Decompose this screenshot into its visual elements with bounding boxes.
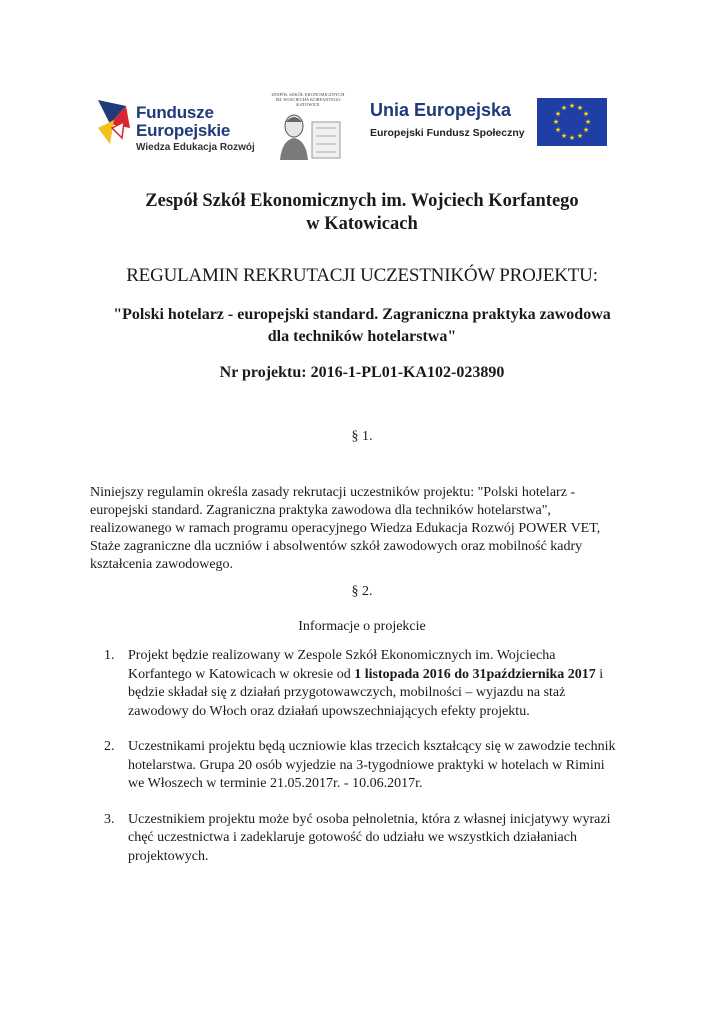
section1-line: realizowanego w ramach programu operacyjnego Wiedza Edukacja Rozwój POWER VET, xyxy=(90,521,601,536)
section1-line: Niniejszy regulamin określa zasady rekrutacji uczestników projektu: "Polski hotelarz - xyxy=(90,485,576,500)
project-name xyxy=(60,304,664,348)
section1-line: Staże zagraniczne dla uczniów i absolwentów szkół zawodowych oraz mobilność kadry xyxy=(90,539,583,554)
list-item xyxy=(104,738,644,794)
list-item-line: we Włoszech w terminie 21.05.2017r. - 10.06.2017r. xyxy=(128,776,423,791)
list-item-line: chęć uczestnictwa i zadeklaruje gotowość do udziału we wszystkich działaniach xyxy=(128,830,577,845)
svg-text:★: ★ xyxy=(560,104,568,112)
school-logo-caption: ZESPÓŁ SZKÓŁ EKONOMICZNYCH IM. WOJCIECHA KORFANTEGO KATOWICE xyxy=(271,92,345,107)
regulation-heading: REGULAMIN REKRUTACJI UCZESTNIKÓW PROJEKTU: xyxy=(126,265,598,286)
fe-logo-line3: Wiedza Edukacja Rozwój xyxy=(136,142,255,153)
list-item-text: Korfantego w Katowicach w okresie od xyxy=(128,666,355,682)
fe-logo-line1: Fundusze xyxy=(136,103,214,122)
school-logo xyxy=(268,92,348,164)
list-item xyxy=(104,811,644,867)
project-name-line2: dla techników hotelarstwa" xyxy=(267,328,457,345)
section2-title: Informacje o projekcie xyxy=(298,619,426,634)
project-number: Nr projektu: 2016-1-PL01-KA102-023890 xyxy=(219,364,505,381)
school-title-line2: w Katowicach xyxy=(306,214,418,234)
logo-strip xyxy=(0,90,724,170)
svg-text:★: ★ xyxy=(568,134,576,142)
section2-label: § 2. xyxy=(351,584,373,599)
svg-text:★: ★ xyxy=(554,126,562,134)
svg-text:★: ★ xyxy=(552,118,560,126)
project-info-list xyxy=(104,647,644,883)
list-item-line: Projekt będzie realizowany w Zespole Szkół Ekonomicznych im. Wojciecha xyxy=(128,648,556,663)
fe-logo-line2: Europejskie xyxy=(136,121,231,140)
svg-text:★: ★ xyxy=(582,126,590,134)
section1-line: europejski standard. Zagraniczna praktyka zawodowa dla techników hotelarstwa", xyxy=(90,503,551,518)
list-item-line: będzie składał się z działań przygotowawczych, mobilności – wyjazdu na staż xyxy=(128,685,566,700)
list-item-line: Uczestnikami projektu będą uczniowie klas trzecich kształcący się w zawodzie technik xyxy=(128,739,616,754)
project-period: 1 listopada 2016 do 31października 2017 xyxy=(354,666,596,682)
fundusze-europejskie-logo xyxy=(96,98,266,154)
section1-line: kształcenia zawodowego. xyxy=(90,557,234,572)
svg-text:★: ★ xyxy=(576,132,584,140)
section1-text xyxy=(90,484,630,574)
eu-logo-line2: Europejski Fundusz Społeczny xyxy=(370,127,525,139)
school-portrait-icon xyxy=(272,108,344,160)
list-item-number: 2. xyxy=(104,739,115,754)
school-title xyxy=(60,190,664,236)
list-item-line: zawodowy do Włoch oraz działań upowszechniających efekty projektu. xyxy=(128,703,530,719)
list-item-line: hotelarstwa. Grupa 20 osób wyjedzie na 3-tygodniowe praktyki w hotelach w Rimini xyxy=(128,757,605,773)
svg-text:★: ★ xyxy=(554,110,562,118)
svg-text:★: ★ xyxy=(584,118,592,126)
school-title-line1: Zespół Szkół Ekonomicznych im. Wojciech Korfantego xyxy=(145,191,579,211)
list-item-text: i xyxy=(595,666,604,682)
svg-text:★: ★ xyxy=(568,102,576,110)
project-name-line1: "Polski hotelarz - europejski standard. Zagraniczna praktyka zawodowa xyxy=(113,306,611,323)
eu-logo-line1: Unia Europejska xyxy=(370,100,512,120)
svg-text:★: ★ xyxy=(582,110,590,118)
list-item-line: Uczestnikiem projektu może być osoba pełnoletnia, która z własnej inicjatywy wyrazi xyxy=(128,811,611,827)
eu-flag-icon xyxy=(537,98,607,146)
svg-text:★: ★ xyxy=(576,104,584,112)
list-item-line xyxy=(128,666,644,685)
list-item-line: projektowych. xyxy=(128,848,209,864)
list-item xyxy=(104,647,644,721)
list-item-number: 1. xyxy=(104,648,115,663)
fe-flag-icon xyxy=(96,98,132,148)
unia-europejska-logo xyxy=(370,100,530,150)
list-item-number: 3. xyxy=(104,811,115,827)
svg-text:★: ★ xyxy=(560,132,568,140)
section1-label: § 1. xyxy=(351,429,373,444)
